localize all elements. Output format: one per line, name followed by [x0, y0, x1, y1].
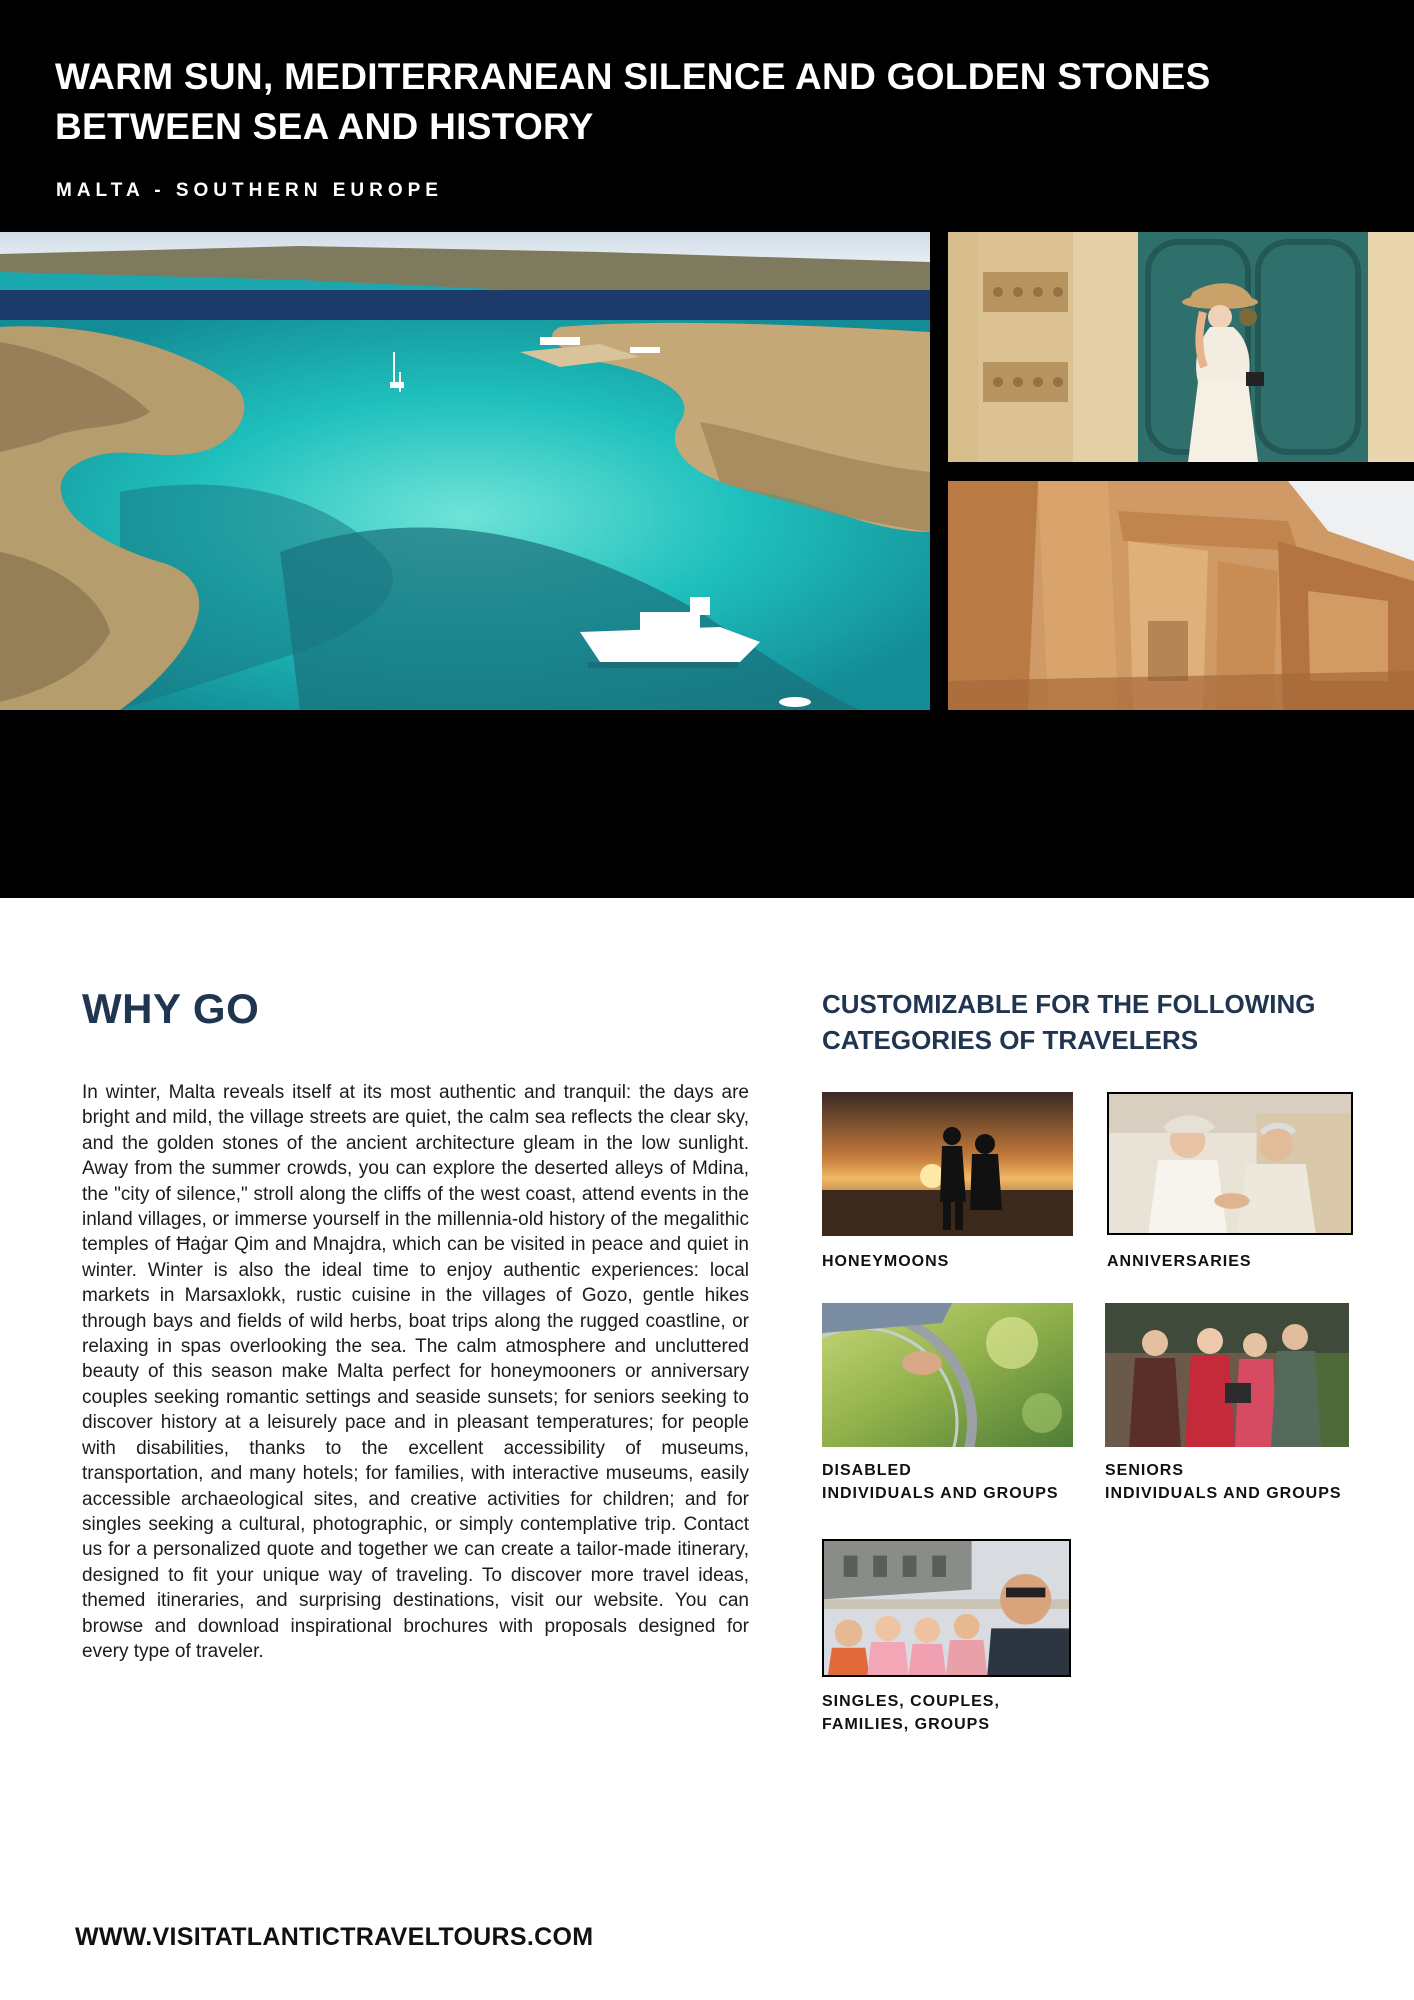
why-go-body: In winter, Malta reveals itself at its most authentic and tranquil: the days are bright and mild, the village streets are quiet, the calm sea reflects the clear sky, and the golden stones of the ancient architecture gleam in the low sunlight. Away from the summer crowds, you can explore the deserted alleys of Mdina, the "city of silence," stroll along the cliffs of the west coast, attend events in the inland villages, or immerse yourself in the millennia-old history of the megalithic temples of Ħaġar Qim and Mnajdra, which can be visited in peace and quiet in winter. Winter is also the ideal time to enjoy authentic experiences: local markets in Marsaxlokk, rustic cuisine in the villages of Gozo, gentle hikes through bays and fields of wild herbs, boat trips along the rugged coastline, or relaxing in spas overlooking the sea. The calm atmosphere and uncluttered beauty of this season make Malta perfect for honeymooners or anniversary couples seeking romantic settings and seaside sunsets; for seniors seeking to discover history at a leisurely pace and in pleasant temperatures; for people with disabilities, thanks to the excellent accessibility of museums, transportation, and many hotels; for families, with interactive museums, easily accessible archaeological sites, and creative activities for children; and for singles seeking a cultural, photographic, or simply contemplative trip. Contact us for a personalized quote and together we can create a tailor-made itinerary, designed to fit your unique way of traveling. To discover more travel ideas, themed itineraries, and surprising destinations, visit our website. You can browse and download inspirational brochures with proposals designed for every type of traveler.: [82, 1082, 749, 1662]
family-selfie-photo: [822, 1539, 1071, 1677]
anniversaries-photo: [1107, 1092, 1353, 1235]
categories-heading: CUSTOMIZABLE FOR THE FOLLOWING CATEGORIES OF TRAVELERS: [822, 989, 1316, 1055]
why-go-heading: WHY GO: [82, 985, 260, 1032]
category-label-anniversaries: ANNIVERSARIES: [1107, 1253, 1252, 1270]
hero-banner: [0, 0, 1414, 898]
category-label-disabled: DISABLED INDIVIDUALS AND GROUPS: [822, 1462, 1059, 1502]
megalithic-temple-photo: [948, 481, 1414, 710]
website-url[interactable]: WWW.VISITATLANTICTRAVELTOURS.COM: [75, 1923, 594, 1951]
honeymoons-photo: [822, 1092, 1073, 1236]
woman-at-door-photo: [948, 232, 1414, 462]
hero-title: WARM SUN, MEDITERRANEAN SILENCE AND GOLDEN STONES BETWEEN SEA AND HISTORY: [55, 56, 1211, 147]
hero-subtitle: MALTA - SOUTHERN EUROPE: [56, 180, 443, 201]
category-label-seniors: SENIORS INDIVIDUALS AND GROUPS: [1105, 1462, 1342, 1502]
seniors-group-photo: [1105, 1303, 1349, 1447]
lagoon-photo: [0, 232, 930, 710]
category-label-singles-families: SINGLES, COUPLES, FAMILIES, GROUPS: [822, 1693, 1000, 1733]
category-label-honeymoons: HONEYMOONS: [822, 1253, 950, 1270]
wheelchair-photo: [822, 1303, 1073, 1447]
